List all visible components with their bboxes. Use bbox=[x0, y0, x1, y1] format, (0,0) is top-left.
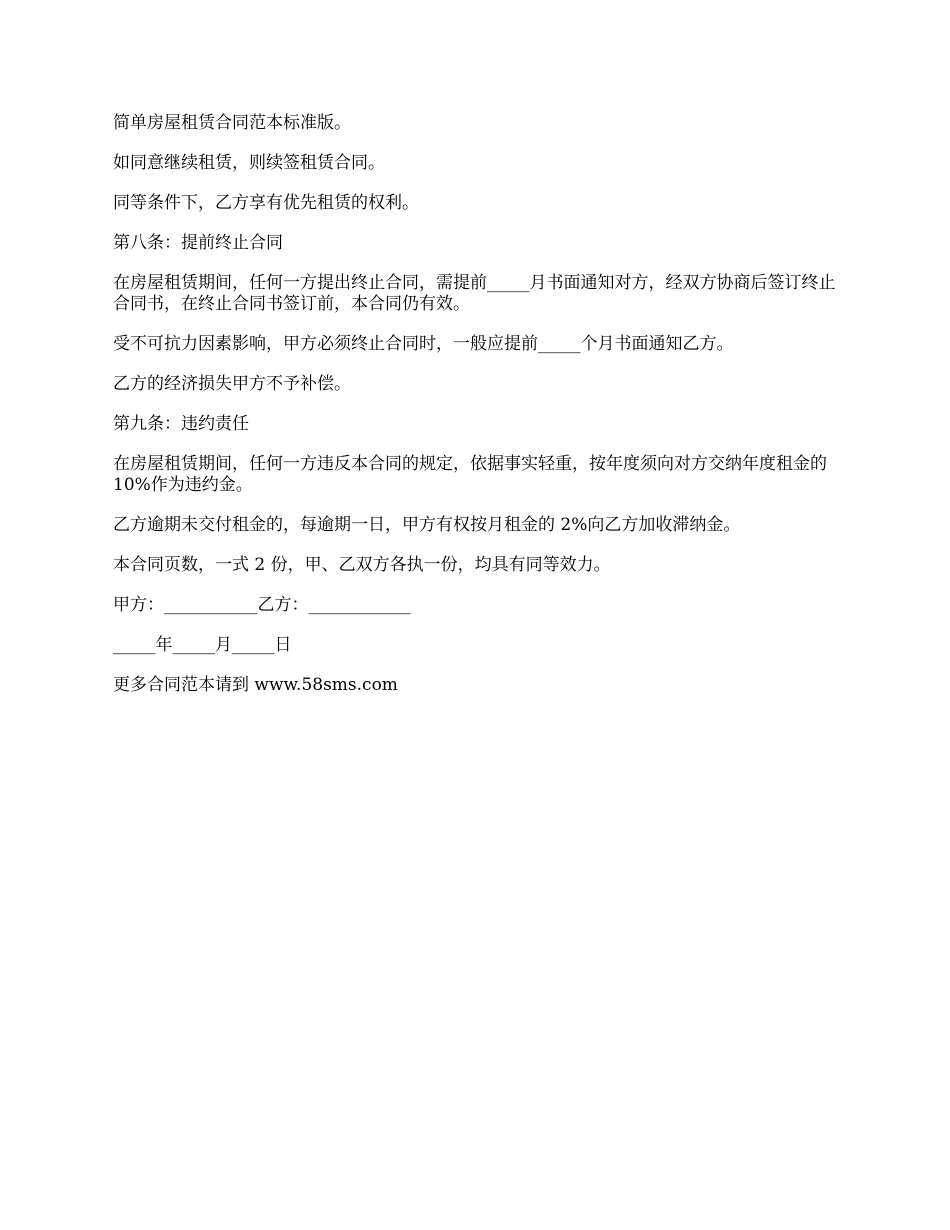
paragraph-renewal: 如同意继续租赁，则续签租赁合同。 bbox=[113, 153, 385, 173]
footer-more-templates: 更多合同范本请到 www.58sms.com bbox=[113, 675, 398, 695]
paragraph-intro: 简单房屋租赁合同范本标准版。 bbox=[113, 113, 351, 133]
date-line: _____年_____月_____日 bbox=[113, 635, 292, 655]
paragraph-late-fee: 乙方逾期未交付租金的，每逾期一日，甲方有权按月租金的 2%向乙方加收滞纳金。 bbox=[113, 515, 741, 535]
paragraph-copies: 本合同页数，一式 2 份，甲、乙双方各执一份，均具有同等效力。 bbox=[113, 555, 611, 575]
signature-line: 甲方：___________乙方：____________ bbox=[113, 595, 411, 615]
section-heading-article-9: 第九条：违约责任 bbox=[113, 414, 249, 434]
document-body bbox=[113, 113, 840, 715]
paragraph-breach-penalty: 在房屋租赁期间，任何一方违反本合同的规定，依据事实轻重，按年度须向对方交纳年度租金的 10%作为违约金。 bbox=[113, 454, 833, 495]
paragraph-force-majeure: 受不可抗力因素影响，甲方必须终止合同时，一般应提前_____个月书面通知乙方。 bbox=[113, 334, 734, 354]
paragraph-no-compensation: 乙方的经济损失甲方不予补偿。 bbox=[113, 374, 351, 394]
paragraph-early-termination: 在房屋租赁期间，任何一方提出终止合同，需提前_____月书面通知对方，经双方协商后签订终止合同书，在终止合同书签订前，本合同仍有效。 bbox=[113, 273, 836, 314]
paragraph-priority-right: 同等条件下，乙方享有优先租赁的权利。 bbox=[113, 193, 419, 213]
section-heading-article-8: 第八条：提前终止合同 bbox=[113, 233, 283, 253]
